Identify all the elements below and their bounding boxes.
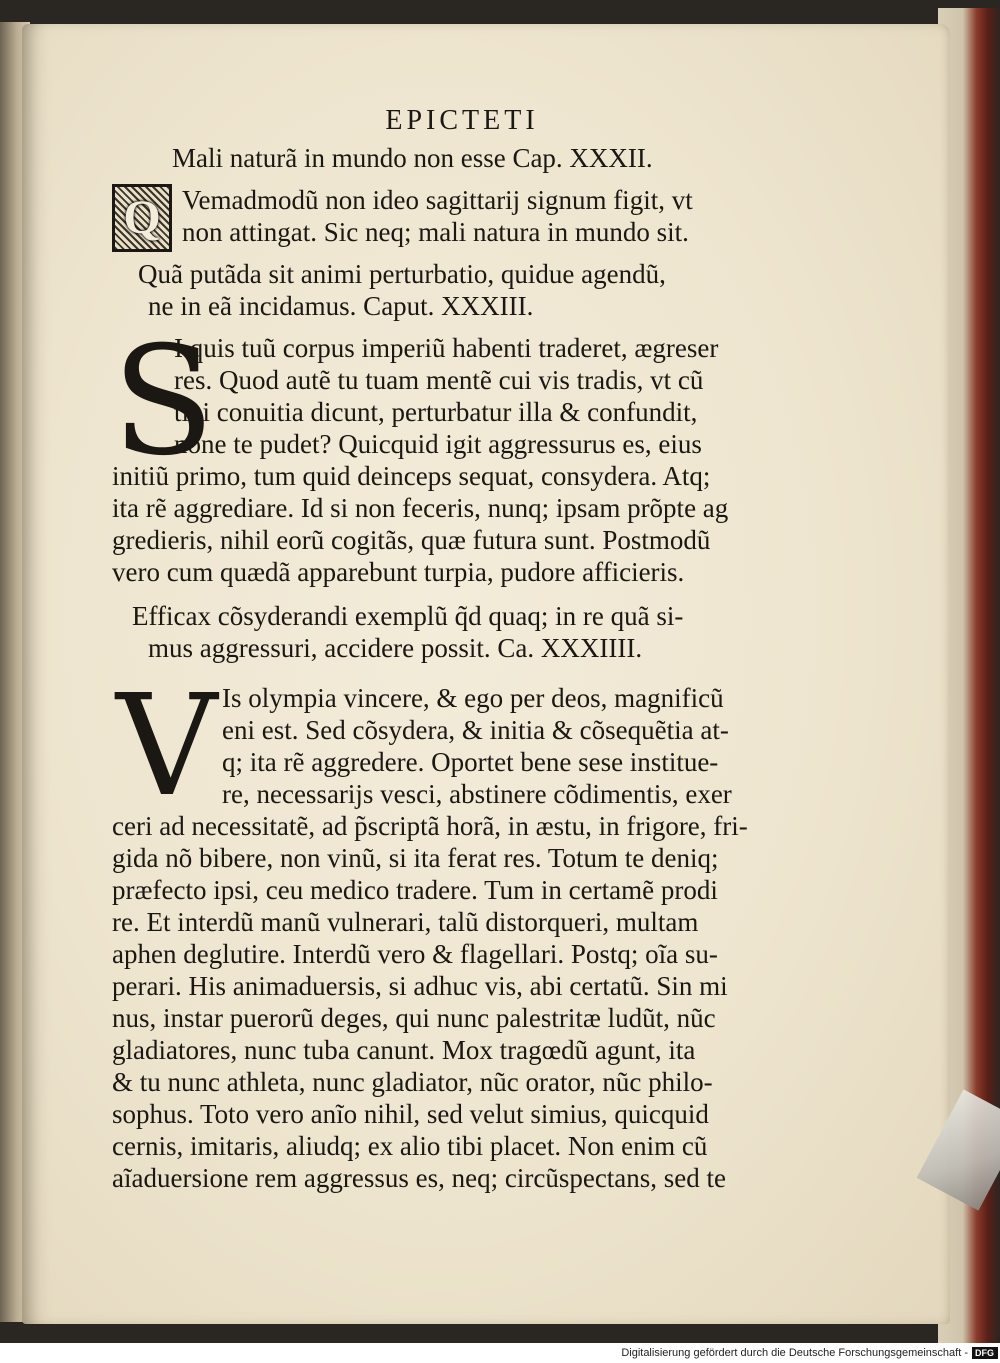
text-line: re. Et interdũ manũ vulnerari, talũ distorqueri, multam: [112, 907, 699, 937]
digitization-caption: [0, 1343, 1000, 1363]
dfg-logo: DFG: [972, 1347, 998, 1359]
text-line: gladiatores, nunc tuba canunt. Mox tragœdũ agunt, ita: [112, 1035, 696, 1065]
chapter-33-heading-line: ne in eã incidamus. Caput. XXXIII.: [148, 291, 534, 321]
chapter-34-heading-line: Efficax cõsyderandi exemplũ q̃d quaq; in re quã si-: [132, 601, 684, 631]
chapter-33-body: [112, 315, 772, 588]
text-line: Vemadmodũ non ideo sagittarij signum figit, vt: [182, 185, 693, 215]
caption-text: Digitalisierung gefördert durch die Deutsche Forschungsgemeinschaft -: [621, 1347, 968, 1359]
text-line: q; ita rẽ aggredere. Oportet bene sese institue-: [222, 747, 719, 777]
text-line: re, necessarijs vesci, abstinere cõdimentis, exer: [222, 779, 732, 809]
text-line: aĩaduersione rem aggressus es, neq; circũspectans, sed te: [112, 1163, 727, 1193]
text-line: initiũ primo, tum quid deinceps sequat, consydera. Atq;: [112, 461, 711, 491]
text-line: nus, instar puerorũ deges, qui nunc palestritæ ludũt, nũc: [112, 1003, 716, 1033]
text-line: præfecto ipsi, ceu medico tradere. Tum in certamẽ prodi: [112, 875, 718, 905]
text-line: I quis tuũ corpus imperiũ habenti traderet, ægreser: [174, 333, 719, 363]
text-line: eni est. Sed cõsydera, & initia & cõsequẽtia at-: [222, 715, 729, 745]
chapter-32-body: [112, 184, 772, 248]
text-line: tibi conuitia dicunt, perturbatur illa & confundit,: [174, 397, 698, 427]
running-head: EPICTETI: [385, 105, 539, 136]
initial-letter-s: S: [112, 315, 215, 489]
initial-letter-v: V: [116, 665, 218, 828]
text-line: res. Quod autẽ tu tuam mentẽ cui vis tradis, vt cũ: [174, 365, 704, 395]
text-line: ita rẽ aggrediare. Id si non feceris, nunq; ipsam prõpte ag: [112, 493, 729, 523]
page-text: [112, 100, 772, 1194]
text-line: aphen deglutire. Interdũ vero & flagellari. Postq; oĩa su-: [112, 939, 718, 969]
text-line: sophus. Toto vero anĩo nihil, sed velut simius, quicquid: [112, 1099, 709, 1129]
text-line: gida nõ bibere, non vinũ, si ita ferat res. Totum te deniq;: [112, 843, 719, 873]
chapter-33-heading-line: Quã putãda sit animi perturbatio, quidue agendũ,: [138, 259, 666, 289]
text-line: Is olympia vincere, & ego per deos, magnificũ: [222, 683, 724, 713]
text-line: nõne te pudet? Quicquid igit aggressurus es, eius: [174, 429, 702, 459]
text-line: & tu nunc athleta, nunc gladiator, nũc orator, nũc philo-: [112, 1067, 713, 1097]
decorated-initial-q: Q: [112, 184, 172, 252]
chapter-34-body: [112, 665, 772, 1194]
text-line: ceri ad necessitatẽ, ad p̃scriptã horã, in æstu, in frigore, fri-: [112, 811, 748, 841]
text-line: vero cum quædã apparebunt turpia, pudore afficieris.: [112, 557, 685, 587]
text-line: non attingat. Sic neq; mali natura in mundo sit.: [182, 217, 689, 247]
text-line: perari. His animaduersis, si adhuc vis, abi certatũ. Sin mi: [112, 971, 728, 1001]
text-line: cernis, imitaris, aliudq; ex alio tibi placet. Non enim cũ: [112, 1131, 708, 1161]
chapter-34-heading-line: mus aggressuri, accidere possit. Ca. XXXIIII.: [148, 633, 643, 663]
chapter-32-heading: Mali naturã in mundo non esse Cap. XXXII.: [172, 143, 653, 173]
text-line: gredieris, nihil eorũ cogitãs, quæ futura sunt. Postmodũ: [112, 525, 711, 555]
